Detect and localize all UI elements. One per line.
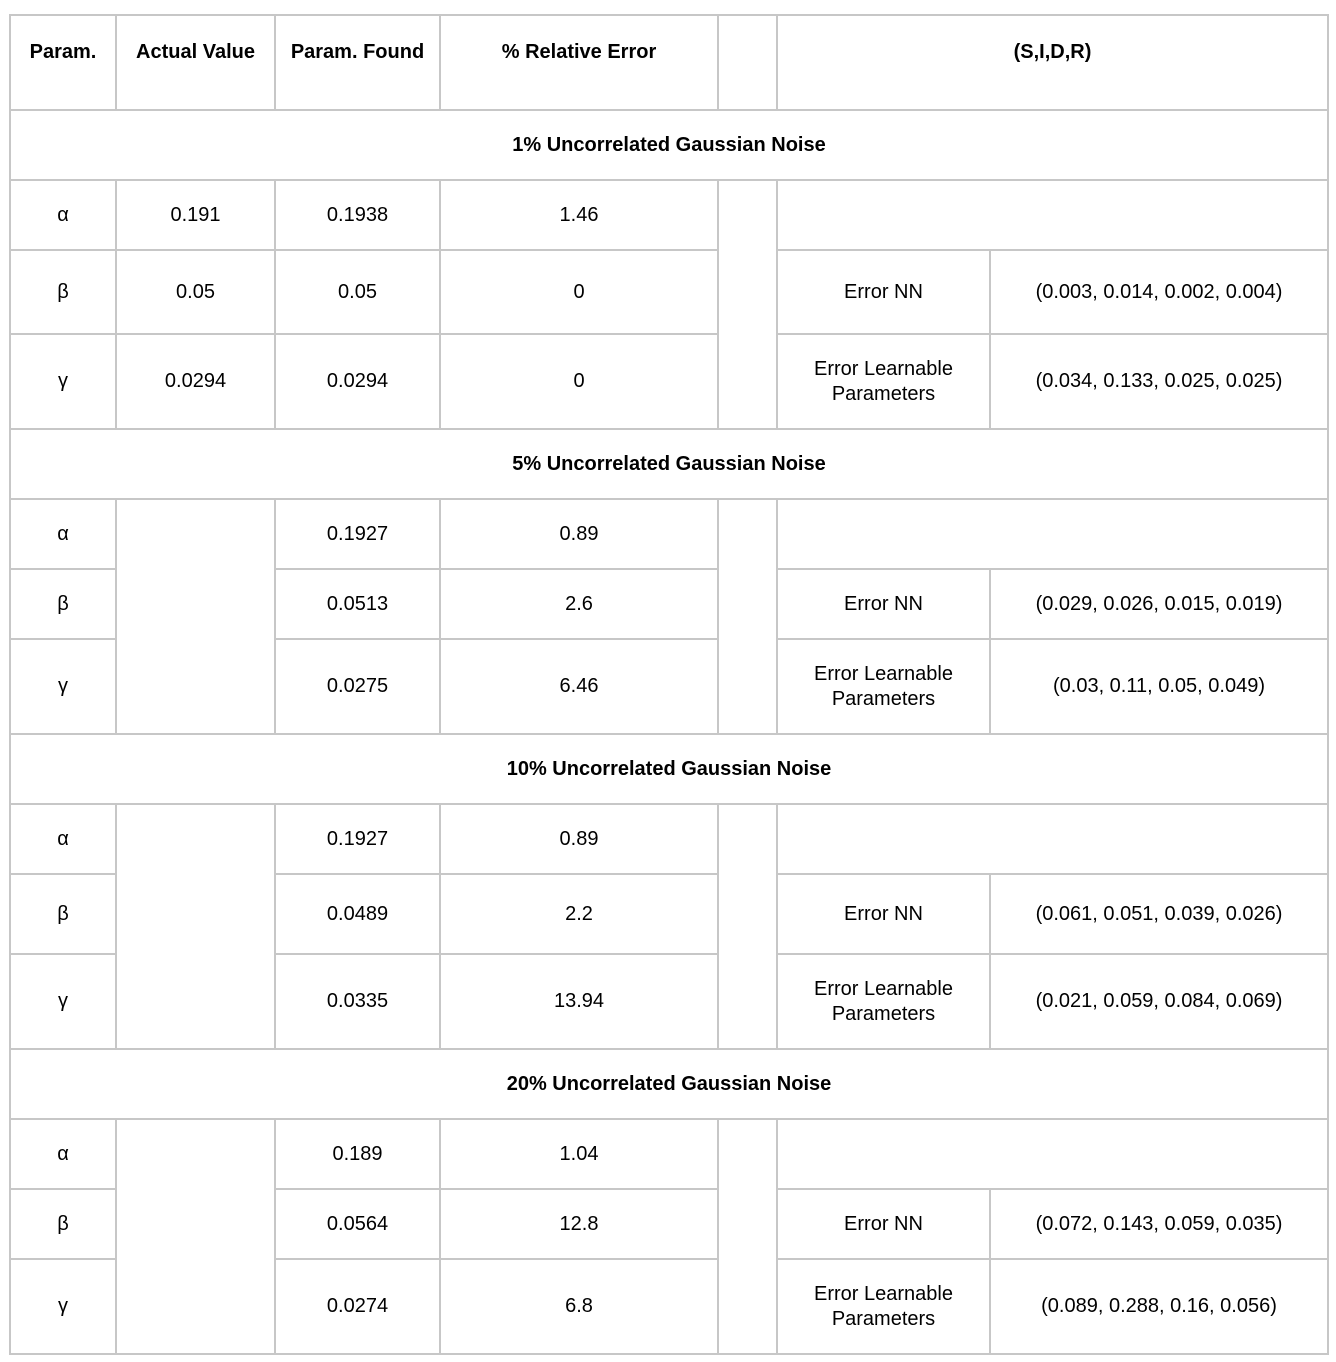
relative-error-cell: 0 — [440, 250, 718, 334]
section-title-row — [10, 1049, 1328, 1119]
table-row — [10, 804, 1328, 874]
error-learnable-label: Error Learnable Parameters — [777, 334, 990, 429]
param-found-cell: 0.1938 — [275, 180, 440, 250]
header-relative-error: % Relative Error — [440, 15, 718, 110]
param-cell: α — [10, 180, 116, 250]
relative-error-cell: 2.2 — [440, 874, 718, 954]
header-actual-value: Actual Value — [116, 15, 275, 110]
error-nn-label: Error NN — [777, 1189, 990, 1259]
sidr-blank-cell — [777, 804, 1328, 874]
section-title: 10% Uncorrelated Gaussian Noise — [10, 734, 1328, 804]
error-nn-value: (0.072, 0.143, 0.059, 0.035) — [990, 1189, 1328, 1259]
relative-error-cell: 6.8 — [440, 1259, 718, 1354]
relative-error-cell: 0 — [440, 334, 718, 429]
param-found-cell: 0.1927 — [275, 499, 440, 569]
results-table — [9, 14, 1329, 1355]
error-nn-value: (0.061, 0.051, 0.039, 0.026) — [990, 874, 1328, 954]
blank-cell — [718, 180, 777, 429]
section-title: 1% Uncorrelated Gaussian Noise — [10, 110, 1328, 180]
param-cell: α — [10, 499, 116, 569]
relative-error-cell: 1.04 — [440, 1119, 718, 1189]
error-learnable-value: (0.034, 0.133, 0.025, 0.025) — [990, 334, 1328, 429]
error-nn-value: (0.003, 0.014, 0.002, 0.004) — [990, 250, 1328, 334]
section-title: 20% Uncorrelated Gaussian Noise — [10, 1049, 1328, 1119]
relative-error-cell: 0.89 — [440, 804, 718, 874]
param-found-cell: 0.0275 — [275, 639, 440, 734]
table-row — [10, 334, 1328, 429]
param-found-cell: 0.1927 — [275, 804, 440, 874]
header-param-found: Param. Found — [275, 15, 440, 110]
error-nn-label: Error NN — [777, 569, 990, 639]
param-cell: α — [10, 804, 116, 874]
relative-error-cell: 6.46 — [440, 639, 718, 734]
param-found-cell: 0.189 — [275, 1119, 440, 1189]
relative-error-cell: 0.89 — [440, 499, 718, 569]
param-cell: β — [10, 874, 116, 954]
header-sidr: (S,I,D,R) — [777, 15, 1328, 110]
section-title-row — [10, 429, 1328, 499]
table-row — [10, 250, 1328, 334]
actual-value-cell: 0.191 — [116, 180, 275, 250]
param-found-cell: 0.0294 — [275, 334, 440, 429]
error-learnable-label: Error Learnable Parameters — [777, 954, 990, 1049]
table-row — [10, 180, 1328, 250]
param-cell: γ — [10, 954, 116, 1049]
param-cell: γ — [10, 639, 116, 734]
actual-value-blank-cell — [116, 499, 275, 734]
error-nn-value: (0.029, 0.026, 0.015, 0.019) — [990, 569, 1328, 639]
param-cell: β — [10, 250, 116, 334]
error-learnable-value: (0.089, 0.288, 0.16, 0.056) — [990, 1259, 1328, 1354]
sidr-blank-cell — [777, 180, 1328, 250]
error-learnable-value: (0.03, 0.11, 0.05, 0.049) — [990, 639, 1328, 734]
actual-value-cell: 0.05 — [116, 250, 275, 334]
relative-error-cell: 12.8 — [440, 1189, 718, 1259]
param-found-cell: 0.0564 — [275, 1189, 440, 1259]
table-row — [10, 499, 1328, 569]
param-found-cell: 0.0274 — [275, 1259, 440, 1354]
param-found-cell: 0.05 — [275, 250, 440, 334]
actual-value-blank-cell — [116, 804, 275, 1049]
error-learnable-label: Error Learnable Parameters — [777, 1259, 990, 1354]
error-learnable-label: Error Learnable Parameters — [777, 639, 990, 734]
param-found-cell: 0.0335 — [275, 954, 440, 1049]
header-blank — [718, 15, 777, 110]
param-found-cell: 0.0513 — [275, 569, 440, 639]
relative-error-cell: 1.46 — [440, 180, 718, 250]
sidr-blank-cell — [777, 1119, 1328, 1189]
error-nn-label: Error NN — [777, 874, 990, 954]
table-row — [10, 1119, 1328, 1189]
header-param: Param. — [10, 15, 116, 110]
header-row — [10, 15, 1328, 110]
param-cell: β — [10, 1189, 116, 1259]
relative-error-cell: 2.6 — [440, 569, 718, 639]
relative-error-cell: 13.94 — [440, 954, 718, 1049]
section-title-row — [10, 110, 1328, 180]
param-cell: γ — [10, 1259, 116, 1354]
blank-cell — [718, 1119, 777, 1354]
blank-cell — [718, 499, 777, 734]
actual-value-blank-cell — [116, 1119, 275, 1354]
section-title: 5% Uncorrelated Gaussian Noise — [10, 429, 1328, 499]
sidr-blank-cell — [777, 499, 1328, 569]
param-found-cell: 0.0489 — [275, 874, 440, 954]
param-cell: β — [10, 569, 116, 639]
section-title-row — [10, 734, 1328, 804]
param-cell: α — [10, 1119, 116, 1189]
blank-cell — [718, 804, 777, 1049]
error-learnable-value: (0.021, 0.059, 0.084, 0.069) — [990, 954, 1328, 1049]
param-cell: γ — [10, 334, 116, 429]
actual-value-cell: 0.0294 — [116, 334, 275, 429]
error-nn-label: Error NN — [777, 250, 990, 334]
